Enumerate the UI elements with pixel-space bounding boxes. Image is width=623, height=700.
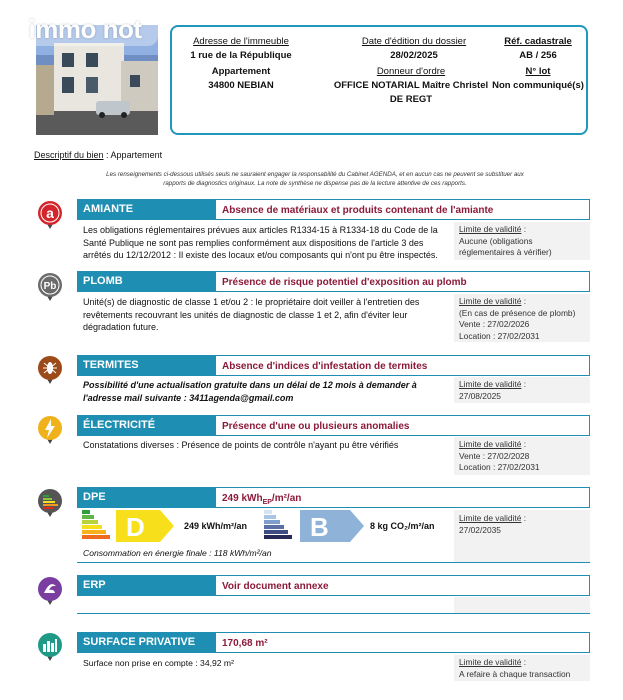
plomb-validity-label: Limite de validité bbox=[459, 296, 522, 306]
dpe-bottom-rule bbox=[77, 562, 590, 563]
amiante-validity-label: Limite de validité bbox=[459, 224, 522, 234]
dpe-result-text: 249 kWh$_{EP}$/m²/an bbox=[222, 493, 302, 506]
termite-icon bbox=[36, 355, 64, 385]
donneur-value-1: OFFICE NOTARIAL Maître Christel bbox=[333, 80, 489, 91]
svg-text:a: a bbox=[46, 205, 54, 221]
climate-value: 8 kg CO₂/m²/an bbox=[370, 521, 435, 531]
svg-text:Pb: Pb bbox=[43, 281, 57, 292]
natural-risks-icon bbox=[36, 576, 64, 606]
edition-date: 28/02/2025 bbox=[390, 50, 438, 61]
address-label: Adresse de l'immeuble bbox=[193, 36, 289, 47]
surface-validity-box: Limite de validité : A refaire à chaque transaction bbox=[454, 655, 590, 681]
address-line3: 34800 NEBIAN bbox=[208, 80, 274, 91]
cadastre-value: AB / 256 bbox=[519, 50, 557, 61]
erp-validity-box bbox=[454, 597, 590, 613]
surface-area-icon bbox=[36, 632, 64, 662]
edition-label: Date d'édition du dossier bbox=[361, 36, 467, 47]
climate-class-letter: B bbox=[310, 512, 329, 542]
asbestos-icon bbox=[36, 200, 64, 230]
dpe-result bbox=[216, 487, 590, 508]
termites-body: Possibilité d'une actualisation gratuite dans un délai de 12 mois à demander à l'adresse mail suivante : 3411agenda@gmail.com bbox=[83, 380, 417, 403]
property-description bbox=[34, 150, 162, 160]
termites-validity-box: Limite de validité : 27/08/2025 bbox=[454, 377, 590, 403]
climate-scale-graphic bbox=[264, 510, 296, 547]
electricite-validity-label: Limite de validité bbox=[459, 439, 522, 449]
amiante-validity-box: Limite de validité : Aucune (obligations réglementaires à vérifier) bbox=[454, 222, 590, 260]
disclaimer-text: Les renseignements ci-dessous utilisés seuls ne sauraient engager la responsabilité du Cabinet AGENDA, et en aucun cas ne peuvent se substituer aux rapports de diagnostics originaux. La note de synthèse ne dispense pas de la lecture attentive de ces rapports. bbox=[106, 171, 524, 187]
plomb-validity-3: Location : 27/02/2031 bbox=[459, 330, 540, 341]
electricite-validity-box: Limite de validité : Vente : 27/02/2028 Location : 27/02/2031 bbox=[454, 437, 590, 475]
address-line1: 1 rue de la République bbox=[190, 50, 292, 61]
amiante-title: AMIANTE bbox=[77, 199, 216, 220]
dossier-header-box bbox=[170, 25, 588, 135]
donneur-value-2: DE REGT bbox=[389, 94, 433, 105]
erp-bottom-rule bbox=[77, 613, 590, 614]
description-label: Descriptif du bien bbox=[34, 150, 104, 160]
dpe-title: DPE bbox=[77, 487, 216, 508]
dpe-validity-1: 27/02/2035 bbox=[459, 524, 501, 535]
lead-icon bbox=[36, 272, 64, 302]
surface-result: 170,68 m² bbox=[216, 632, 590, 653]
electricite-result: Présence d'une ou plusieurs anomalies bbox=[216, 415, 590, 436]
surface-body: Surface non prise en compte : 34,92 m² bbox=[83, 658, 234, 668]
energy-value: 249 kWh/m²/an bbox=[184, 521, 248, 531]
description-value: : Appartement bbox=[103, 150, 163, 160]
electricite-title: ÉLECTRICITÉ bbox=[77, 415, 216, 436]
lot-value: Non communiqué(s) bbox=[492, 80, 584, 91]
electricity-icon bbox=[36, 415, 64, 445]
amiante-validity-1: Aucune (obligations bbox=[459, 235, 533, 246]
electricite-validity-2: Location : 27/02/2031 bbox=[459, 462, 540, 472]
amiante-result: Absence de matériaux et produits contenant de l'amiante bbox=[216, 199, 590, 220]
termites-result: Absence d'indices d'infestation de termites bbox=[216, 355, 590, 376]
watermark-logo: immo not bbox=[12, 12, 158, 46]
plomb-validity-2: Vente : 27/02/2026 bbox=[459, 319, 530, 329]
donneur-label: Donneur d'ordre bbox=[376, 66, 446, 77]
plomb-validity-box: Limite de validité : (En cas de présence de plomb) Vente : 27/02/2026 Location : 27/02/2031 bbox=[454, 294, 590, 342]
termites-validity-label: Limite de validité bbox=[459, 379, 522, 389]
lot-label: N° lot bbox=[525, 66, 551, 77]
plomb-title: PLOMB bbox=[77, 271, 216, 292]
erp-title: ERP bbox=[77, 575, 216, 596]
dpe-validity-label: Limite de validité bbox=[459, 513, 522, 523]
termites-validity-1: 27/08/2025 bbox=[459, 390, 501, 401]
surface-validity-1: A refaire à chaque transaction bbox=[459, 668, 571, 679]
address-line2: Appartement bbox=[211, 66, 271, 77]
climate-class-badge bbox=[300, 510, 366, 547]
dpe-validity-box: Limite de validité : 27/02/2035 bbox=[454, 510, 590, 562]
termites-title: TERMITES bbox=[77, 355, 216, 376]
erp-result: Voir document annexe bbox=[216, 575, 590, 596]
amiante-validity-2: réglementaires à vérifier) bbox=[459, 247, 552, 257]
plomb-body: Unité(s) de diagnostic de classe 1 et/ou 2 : le propriétaire doit veiller à l'entretien des revêtements recouvrant les unités de diagnostic de classe 1 et 2, afin d'éviter leur dégradation future. bbox=[83, 297, 420, 332]
energy-performance-icon bbox=[36, 488, 64, 518]
plomb-result: Présence de risque potentiel d'exposition au plomb bbox=[216, 271, 590, 292]
electricite-body: Constatations diverses : Présence de points de contrôle n'ayant pu être vérifiés bbox=[83, 440, 399, 450]
energy-class-badge bbox=[116, 510, 176, 547]
cadastre-label: Réf. cadastrale bbox=[504, 36, 572, 47]
energy-class-letter: D bbox=[126, 512, 145, 542]
energy-scale-graphic bbox=[82, 510, 114, 547]
electricite-validity-1: Vente : 27/02/2028 bbox=[459, 450, 530, 461]
amiante-body: Les obligations réglementaires prévues aux articles R1334-15 à R1334-18 du Code de la Santé Publique ne sont pas remplies conformément aux dispositions de l'article 3 des arrêtés du 12/12/2012 : Il existe des locaux et/ou composants qui n'ont pu être inspectés. bbox=[83, 225, 438, 260]
surface-validity-label: Limite de validité bbox=[459, 657, 522, 667]
surface-title: SURFACE PRIVATIVE bbox=[77, 632, 216, 653]
final-energy-consumption: Consommation en énergie finale : 118 kWh/m²/an bbox=[83, 548, 272, 558]
plomb-validity-1: (En cas de présence de plomb) bbox=[459, 307, 576, 318]
